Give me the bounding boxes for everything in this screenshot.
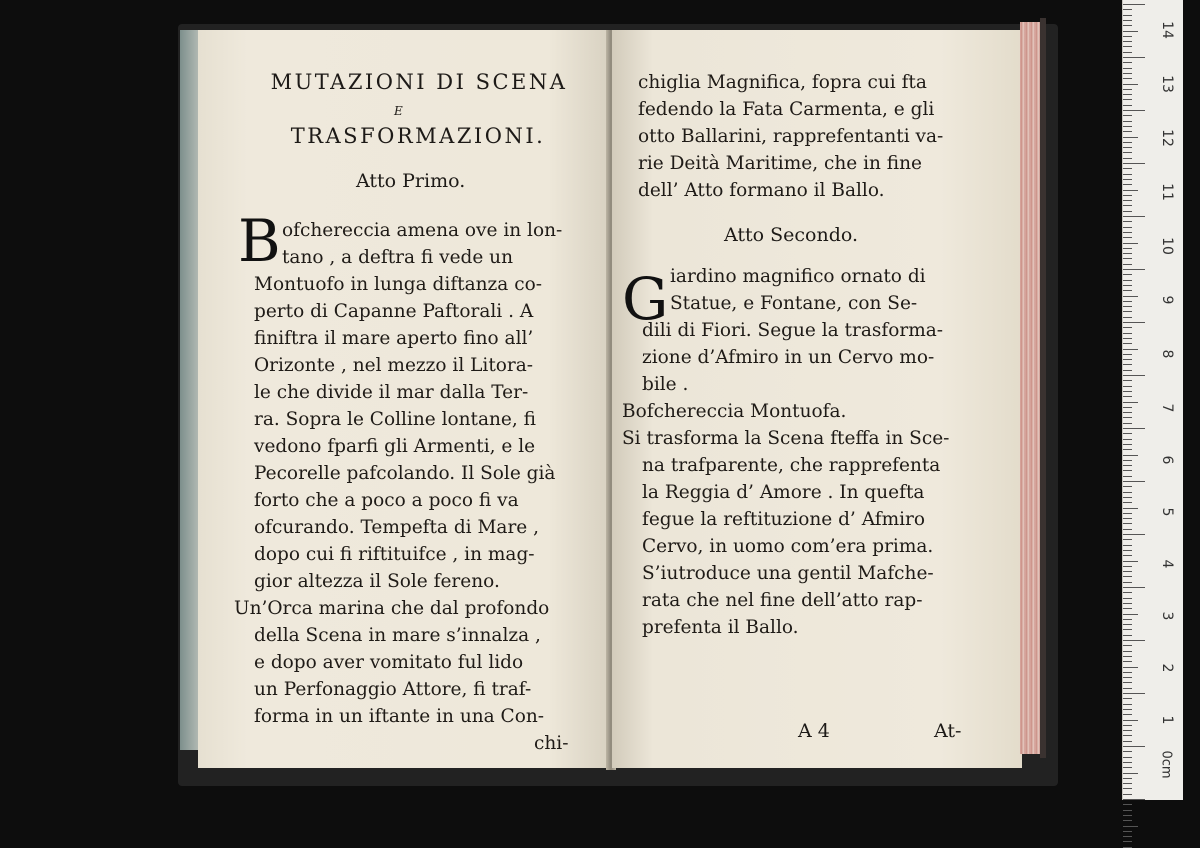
ruler-tick [1123,375,1145,376]
ruler-tick [1123,529,1132,530]
ruler-tick [1123,826,1138,827]
ruler-tick [1123,773,1138,774]
ruler-number: 12 [1159,129,1175,147]
ruler-tick [1123,200,1132,201]
ruler-tick [1123,629,1132,630]
ruler-tick [1123,269,1145,270]
ruler-tick [1123,327,1132,328]
ruler-number: 4 [1159,559,1175,569]
ruler-tick [1123,582,1132,583]
ruler-tick [1123,592,1132,593]
ruler-tick [1123,465,1132,466]
left-line: forma in un iftante in una Con- [254,706,545,727]
ruler-tick [1123,311,1132,312]
ruler-tick [1123,232,1132,233]
ruler-tick [1123,720,1138,721]
left-line: forto che a poco a poco fi va [254,490,519,511]
ruler-tick [1123,253,1132,254]
ruler-tick [1123,338,1132,339]
left-line: Pecorelle pafcolando. Il Sole già [254,463,556,484]
ruler-tick [1123,751,1132,752]
ruler-tick [1123,9,1132,10]
ruler-tick [1123,205,1132,206]
ruler-tick [1123,460,1132,461]
left-line: Un’Orca marina che dal profondo [234,598,550,619]
right-line: fegue la reftituzione d’ Afmiro [642,509,926,530]
ruler-tick [1123,52,1132,53]
ruler-tick [1123,539,1132,540]
left-line: Orizonte , nel mezzo il Litora- [254,355,534,376]
ruler-tick [1123,486,1132,487]
ruler-tick [1123,290,1132,291]
right-line: dell’ Atto formano il Ballo. [638,180,885,201]
left-line: tano , a deftra fi vede un [282,247,514,268]
left-line: le che divide il mar dalla Ter- [254,382,529,403]
right-line: iardino magnifico ornato di [670,266,926,287]
ruler-tick [1123,258,1132,259]
right-line: Si trasforma la Scena fteffa in Sce- [622,428,950,449]
ruler-tick [1123,698,1132,699]
ruler-tick [1123,343,1132,344]
ruler-tick [1123,274,1132,275]
ruler-tick [1123,730,1132,731]
ruler-tick [1123,78,1132,79]
ruler-tick [1123,746,1145,747]
ruler-tick [1123,147,1132,148]
ruler-tick [1123,810,1132,811]
ruler-number: 7 [1159,403,1175,413]
ruler-tick [1123,677,1132,678]
ruler-tick [1123,349,1138,350]
ruler-tick [1123,190,1138,191]
right-line: Bofchereccia Montuofa. [622,401,847,422]
right-page [612,30,1022,768]
ruler-tick [1123,783,1132,784]
ruler-tick [1123,243,1138,244]
ruler-tick [1123,386,1132,387]
ruler-tick [1123,174,1132,175]
ruler-tick [1123,455,1138,456]
dropcap-b: B [238,207,281,275]
ruler-tick [1123,221,1132,222]
ruler-tick [1123,333,1132,334]
ruler-tick [1123,296,1138,297]
ruler-tick [1123,444,1132,445]
ruler-tick [1123,762,1132,763]
ruler-tick [1123,20,1132,21]
right-line: la Reggia d’ Amore . In quefta [642,482,925,503]
right-line: rata che nel fine dell’atto rap- [642,590,923,611]
ruler-tick [1123,497,1132,498]
right-line: prefenta il Ballo. [642,617,799,638]
ruler-tick [1123,126,1132,127]
right-line: S’iutroduce una gentil Mafche- [642,563,934,584]
ruler-tick [1123,476,1132,477]
ruler-tick [1123,115,1132,116]
left-page [198,30,610,768]
ruler-tick [1123,370,1132,371]
ruler-tick [1123,619,1132,620]
ruler-tick [1123,211,1132,212]
ruler-number: 9 [1159,295,1175,305]
left-line: Montuofo in lunga diftanza co- [254,274,542,295]
ruler-tick [1123,152,1132,153]
ruler-tick [1123,433,1132,434]
ruler-tick [1123,614,1138,615]
ruler-tick [1123,184,1132,185]
ruler-tick [1123,195,1132,196]
right-line: rie Deità Maritime, che in fine [638,153,922,174]
ruler-tick [1123,767,1132,768]
ruler-tick [1123,264,1132,265]
ruler-tick [1123,227,1132,228]
ruler-tick [1123,301,1132,302]
ruler-tick [1123,470,1132,471]
ruler-tick [1123,714,1132,715]
left-line: e dopo aver vomitato ful lido [254,652,524,673]
ruler-tick [1123,672,1132,673]
ruler-tick [1123,518,1132,519]
ruler-tick [1123,412,1132,413]
ruler-tick [1123,359,1132,360]
ruler-tick [1123,163,1145,164]
heading-trasformazioni: TRASFORMAZIONI. [290,124,546,148]
right-line: Statue, e Fontane, con Se- [670,293,918,314]
ruler-tick [1123,354,1132,355]
ruler-tick [1123,41,1132,42]
ruler-tick [1123,285,1132,286]
ruler-tick [1123,99,1132,100]
heading-e: E [394,104,403,118]
ruler-tick [1123,306,1132,307]
ruler-number: 13 [1159,75,1175,93]
left-line: gior altezza il Sole fereno. [254,571,500,592]
ruler-tick [1123,820,1132,821]
ruler-tick [1123,158,1132,159]
ruler-tick [1123,280,1132,281]
ruler-tick [1123,831,1132,832]
ruler-tick [1123,571,1132,572]
ruler-tick [1123,741,1132,742]
ruler-number: 6 [1159,455,1175,465]
ruler-tick [1123,31,1138,32]
ruler-unit: 0cm [1158,750,1174,779]
ruler-tick [1123,709,1132,710]
left-line: perto di Capanne Paftorali . A [254,301,534,322]
ruler-tick [1123,513,1132,514]
ruler-number: 10 [1159,237,1175,255]
ruler-tick [1123,661,1132,662]
ruler-tick [1123,137,1138,138]
ruler-tick [1123,608,1132,609]
ruler-tick [1123,778,1132,779]
ruler-tick [1123,656,1132,657]
ruler-tick [1123,439,1132,440]
ruler-tick [1123,534,1145,535]
ruler-tick [1123,417,1132,418]
ruler-tick [1123,693,1145,694]
ruler-tick [1123,523,1132,524]
ruler-tick [1123,598,1132,599]
ruler-number: 14 [1159,21,1175,39]
ruler-tick [1123,624,1132,625]
ruler-number: 5 [1159,507,1175,517]
ruler-tick [1123,757,1132,758]
ruler-tick [1123,682,1132,683]
ruler-tick [1123,735,1132,736]
ruler-tick [1123,62,1132,63]
ruler-tick [1123,725,1132,726]
ruler-tick [1123,688,1132,689]
ruler-tick [1123,57,1145,58]
left-line: finiftra il mare aperto fino all’ [254,328,534,349]
left-line: un Perfonaggio Attore, fi traf- [254,679,532,700]
ruler-number: 8 [1159,349,1175,359]
left-line: vedono fparfi gli Armenti, e le [254,436,536,457]
scale-ruler [1122,0,1183,800]
ruler-tick [1123,566,1132,567]
right-line: Cervo, in uomo com’era prima. [642,536,934,557]
left-line: ofcurando. Tempefta di Mare , [254,517,540,538]
ruler-tick [1123,667,1138,668]
ruler-tick [1123,788,1132,789]
ruler-tick [1123,550,1132,551]
catchword: At- [934,720,962,742]
ruler-tick [1123,428,1145,429]
ruler-tick [1123,704,1132,705]
left-line: ofchereccia amena ove in lon- [282,220,563,241]
ruler-tick [1123,576,1132,577]
ruler-tick [1123,841,1132,842]
ruler-tick [1123,587,1145,588]
ruler-tick [1123,502,1132,503]
ruler-tick [1123,423,1132,424]
ruler-tick [1123,391,1132,392]
right-line: zione d’Afmiro in un Cervo mo- [642,347,935,368]
ruler-tick [1123,794,1132,795]
ruler-tick [1123,322,1145,323]
ruler-tick [1123,4,1145,5]
left-line: chi- [534,733,569,754]
ruler-number: 2 [1159,663,1175,673]
ruler-number: 1 [1159,715,1175,725]
ruler-number: 11 [1159,183,1175,201]
ruler-tick [1123,603,1132,604]
dropcap-g: G [622,265,669,333]
ruler-tick [1123,179,1132,180]
ruler-tick [1123,110,1145,111]
ruler-tick [1123,105,1132,106]
ruler-tick [1123,216,1145,217]
ruler-tick [1123,84,1138,85]
ruler-tick [1123,248,1132,249]
ruler-tick [1123,36,1132,37]
ruler-tick [1123,380,1132,381]
ruler-tick [1123,364,1132,365]
ruler-tick [1123,804,1132,805]
ruler-tick [1123,94,1132,95]
left-line: dopo cui fi riftituifce , in mag- [254,544,535,565]
ruler-tick [1123,317,1132,318]
ruler-tick [1123,121,1132,122]
ruler-tick [1123,640,1145,641]
right-line: dili di Fiori. Segue la trasforma- [642,320,944,341]
ruler-tick [1123,836,1132,837]
ruler-tick [1123,449,1132,450]
ruler-tick [1123,492,1132,493]
ruler-tick [1123,508,1138,509]
heading-mutazioni: MUTAZIONI DI SCENA [270,70,568,94]
act-title-primo: Atto Primo. [356,170,466,192]
fore-edge-shadow [1040,18,1046,758]
ruler-tick [1123,815,1132,816]
ruler-tick [1123,545,1132,546]
ruler-tick [1123,15,1132,16]
ruler-tick [1123,168,1132,169]
ruler-tick [1123,635,1132,636]
ruler-tick [1123,131,1132,132]
ruler-tick [1123,561,1138,562]
right-line: na trafparente, che rapprefenta [642,455,941,476]
ruler-tick [1123,407,1132,408]
ruler-tick [1123,555,1132,556]
ruler-tick [1123,68,1132,69]
ruler-tick [1123,651,1132,652]
right-line: bile . [642,374,689,395]
right-line: otto Ballarini, rapprefentanti va- [638,126,944,147]
left-line: ra. Sopra le Colline lontane, fi [254,409,536,430]
right-line: fedendo la Fata Carmenta, e gli [638,99,935,120]
ruler-number: 3 [1159,611,1175,621]
ruler-tick [1123,237,1132,238]
right-line: chiglia Magnifica, fopra cui fta [638,72,927,93]
ruler-tick [1123,73,1132,74]
ruler-tick [1123,142,1132,143]
act-title-secondo: Atto Secondo. [724,224,859,246]
left-line: della Scena in mare s’innalza , [254,625,541,646]
ruler-tick [1123,402,1138,403]
ruler-tick [1123,89,1132,90]
ruler-tick [1123,25,1132,26]
ruler-tick [1123,396,1132,397]
ruler-tick [1123,481,1145,482]
ruler-tick [1123,645,1132,646]
page-signature: A 4 [798,720,830,742]
ruler-tick [1123,46,1132,47]
